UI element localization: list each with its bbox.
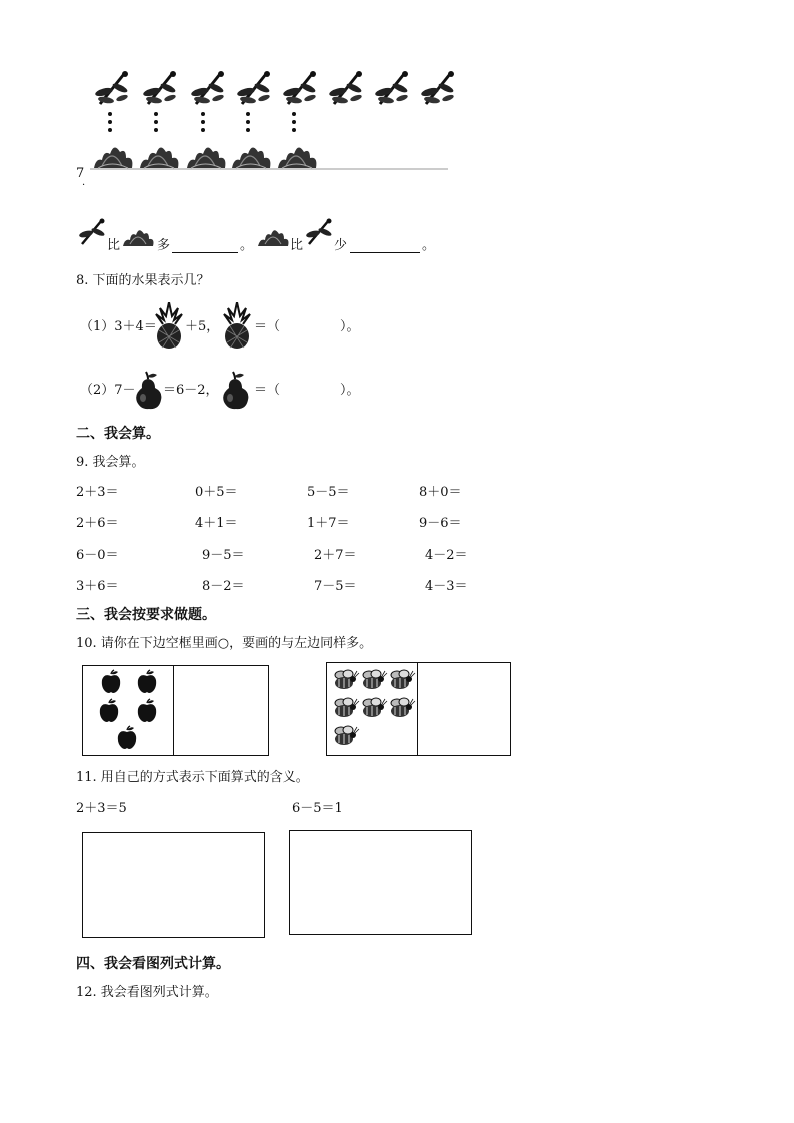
calc-r4c2[interactable]: 8－2＝ [202, 579, 245, 594]
q8-line2-eq: ＝（ [254, 383, 281, 398]
dragonfly-icon [328, 71, 362, 104]
match-dots [92, 110, 322, 140]
flower-icon [140, 147, 178, 168]
flower-icon [187, 147, 225, 168]
question-7-dot: · [82, 180, 86, 191]
bee-icon [363, 698, 387, 717]
flower-icon [232, 147, 270, 168]
q11-drawing-box-2[interactable] [289, 830, 472, 935]
dragonfly-row [92, 68, 462, 112]
q8-line2-close: ）。 [340, 383, 360, 398]
q8-line1-eq: ＝（ [254, 319, 281, 334]
flower-icon [278, 147, 316, 168]
calc-r2c1[interactable]: 2＋6＝ [76, 516, 119, 531]
apple-icon [138, 670, 156, 693]
q8-line1-close: ）。 [340, 319, 360, 334]
flower-row-svg [90, 138, 450, 172]
calc-r1c1[interactable]: 2＋3＝ [76, 485, 119, 500]
calc-r1c3[interactable]: 5－5＝ [307, 485, 350, 500]
bee-icon [391, 670, 415, 689]
bee-icon [391, 698, 415, 717]
calc-r3c1[interactable]: 6－0＝ [76, 548, 119, 563]
dragonfly-icon [142, 71, 176, 104]
flower-row [90, 138, 450, 172]
dragonfly-row-svg [92, 68, 462, 112]
question-10-title: 10. 请你在下边空框里画○，要画的与左边同样多。 [76, 636, 373, 651]
compare-duo-label: 多 [157, 238, 171, 253]
calc-r2c4[interactable]: 9－6＝ [419, 516, 462, 531]
q11-drawing-box-1[interactable] [82, 832, 265, 938]
question-8-title: 8. 下面的水果表示几？ [76, 273, 210, 288]
question-11-title: 11. 用自己的方式表示下面算式的含义。 [76, 770, 309, 785]
question-7-number: 7 [76, 166, 85, 181]
dragonfly-small-icon [78, 218, 106, 252]
q11-equation-2: 6－5＝1 [292, 801, 343, 816]
question-12-title: 12. 我会看图列式计算。 [76, 985, 218, 1000]
dragonfly-icon [420, 71, 454, 104]
section-2-heading: 二、我会算。 [76, 426, 160, 442]
bee-answer-area[interactable] [419, 663, 510, 755]
dragonfly-icon [282, 71, 316, 104]
calc-r2c2[interactable]: 4＋1＝ [195, 516, 238, 531]
calc-r1c2[interactable]: 0＋5＝ [195, 485, 238, 500]
calc-r3c3[interactable]: 2＋7＝ [314, 548, 357, 563]
apple-icon [138, 699, 156, 722]
compare-bi-label-2: 比 [290, 238, 304, 253]
match-dots-svg [92, 110, 322, 140]
section-3-heading: 三、我会按要求做题。 [76, 607, 216, 623]
flower-small-icon [121, 226, 155, 254]
q11-equation-1: 2＋3＝5 [76, 801, 127, 816]
dragonfly-icon [94, 71, 128, 104]
calc-r4c1[interactable]: 3＋6＝ [76, 579, 119, 594]
dragonfly-small-icon-2 [305, 218, 333, 252]
bee-icon [335, 726, 359, 745]
pineapple-icon [154, 302, 184, 354]
flower-small-icon-2 [256, 226, 290, 254]
pear-icon [133, 370, 163, 414]
apple-icon [118, 726, 136, 749]
question-9-title: 9. 我会算。 [76, 455, 145, 470]
answer-blank-1[interactable] [172, 240, 238, 253]
bee-group [327, 663, 419, 755]
calc-r3c2[interactable]: 9－5＝ [202, 548, 245, 563]
pineapple-icon-2 [222, 302, 252, 354]
apple-answer-area[interactable] [175, 666, 268, 755]
apple-icon [100, 699, 118, 722]
calc-r1c4[interactable]: 8＋0＝ [419, 485, 462, 500]
dragonfly-icon [374, 71, 408, 104]
q8-answer-2[interactable] [284, 380, 340, 400]
q8-line2-prefix: （2）7－ [80, 383, 136, 398]
pear-icon-2 [220, 370, 250, 414]
q8-line1-mid: ＋5， [185, 319, 220, 334]
period-1: 。 [240, 238, 254, 253]
bee-icon [335, 670, 359, 689]
compare-shao-label: 少 [334, 238, 348, 253]
apple-box [82, 665, 269, 756]
dragonfly-icon [236, 71, 270, 104]
answer-blank-2[interactable] [350, 240, 420, 253]
q8-answer-1[interactable] [284, 316, 340, 336]
apple-icon [102, 670, 120, 693]
period-2: 。 [422, 238, 436, 253]
calc-r4c4[interactable]: 4－3＝ [425, 579, 468, 594]
section-4-heading: 四、我会看图列式计算。 [76, 956, 230, 972]
bee-box [326, 662, 511, 756]
apple-group [83, 666, 175, 755]
q8-line2-mid: ＝6－2， [163, 383, 219, 398]
flower-icon [94, 147, 132, 168]
dragonfly-icon [190, 71, 224, 104]
compare-bi-label-1: 比 [107, 238, 121, 253]
calc-r3c4[interactable]: 4－2＝ [425, 548, 468, 563]
calc-r4c3[interactable]: 7－5＝ [314, 579, 357, 594]
bee-icon [363, 670, 387, 689]
calc-r2c3[interactable]: 1＋7＝ [307, 516, 350, 531]
bee-icon [335, 698, 359, 717]
q8-line1-prefix: （1）3＋4＝ [80, 319, 157, 334]
